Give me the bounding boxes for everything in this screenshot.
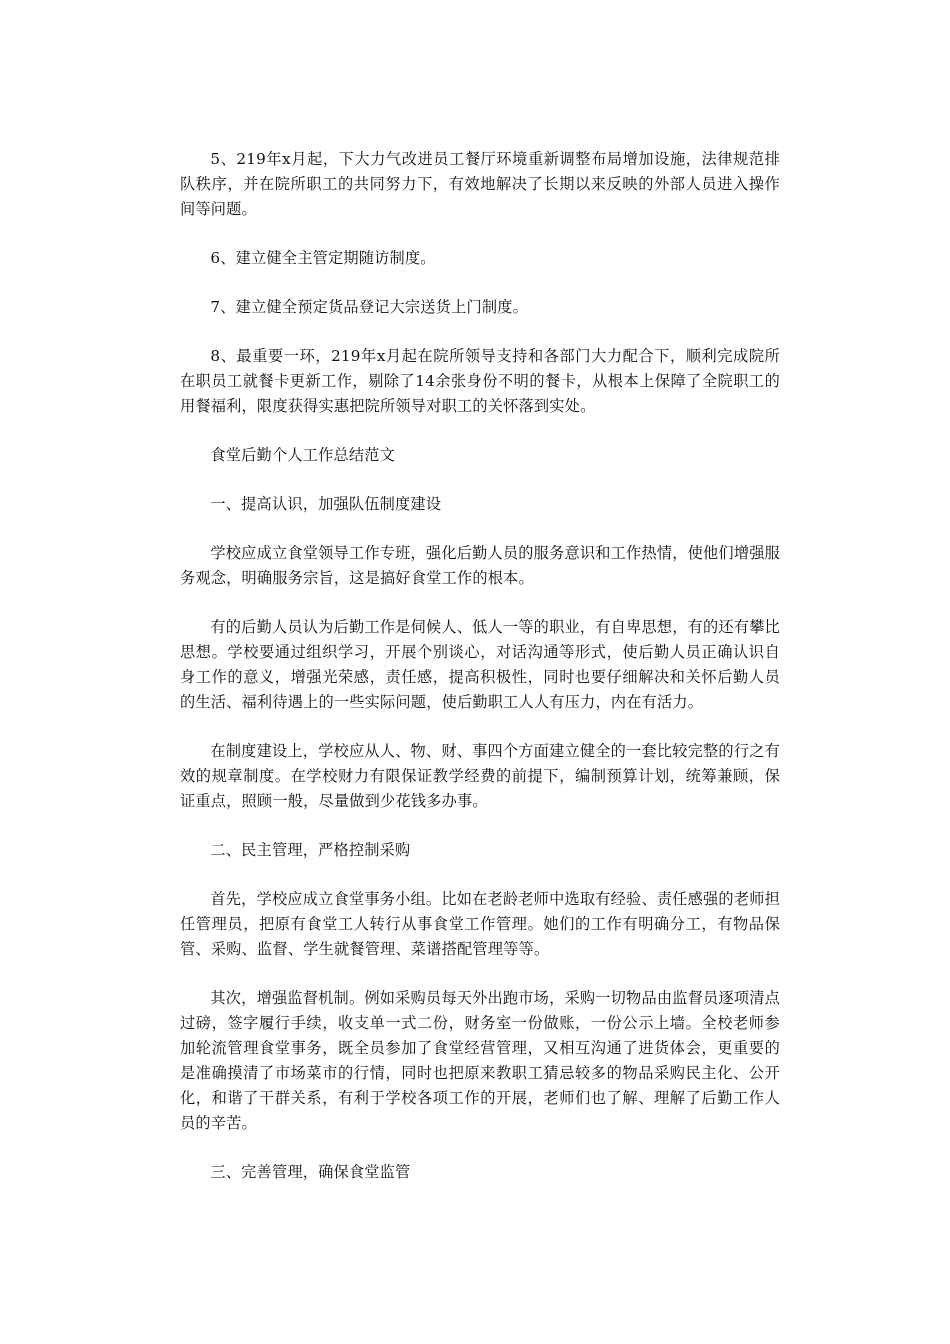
paragraph: 其次，增强监督机制。例如采购员每天外出跑市场，采购一切物品由监督员逐项清点过磅，签字履行手续，收支单一式二份，财务室一份做账，一份公示上墙。全校老师参加轮流管理食堂事务，既全员参加了食堂经营管理，又相互沟通了进货体会，更重要的是准确摸清了市场菜市的行情，同时也把原来教职工猜忌较多的物品采购民主化、公开化，和谐了干群关系，有利于学校各项工作的开展，老师们也了解、理解了后勤工作人员的辛苦。 — [180, 989, 780, 1132]
paragraph-item-8: 8、最重要一环，219年x月起在院所领导支持和各部门大力配合下，顺利完成院所在职员工就餐卡更新工作，剔除了14余张身份不明的餐卡，从根本上保障了全院职工的用餐福利，限度获得实惠把院所领导对职工的关怀落到实处。 — [180, 347, 780, 415]
section-title: 食堂后勤个人工作总结范文 — [210, 446, 396, 464]
document-body — [180, 147, 780, 1209]
paragraph-item-6: 6、建立健全主管定期随访制度。 — [210, 249, 436, 267]
paragraph-item-5: 5、219年x月起，下大力气改进员工餐厅环境重新调整布局增加设施，法律规范排队秩序，并在院所职工的共同努力下，有效地解决了长期以来反映的外部人员进入操作间等问题。 — [180, 150, 780, 218]
paragraph: 学校应成立食堂领导工作专班，强化后勤人员的服务意识和工作热情，使他们增强服务观念，明确服务宗旨，这是搞好食堂工作的根本。 — [180, 544, 780, 587]
paragraph: 有的后勤人员认为后勤工作是伺候人、低人一等的职业，有自卑思想，有的还有攀比思想。学校要通过组织学习，开展个别谈心，对话沟通等形式，使后勤人员正确认识自身工作的意义，增强光荣感，责任感，提高积极性，同时也要仔细解决和关怀后勤人员的生活、福利待遇上的一些实际问题，使后勤职工人人有压力，内在有活力。 — [180, 618, 780, 711]
heading-1: 一、提高认识，加强队伍制度建设 — [210, 495, 442, 513]
heading-3: 三、完善管理，确保食堂监管 — [210, 1163, 411, 1181]
paragraph-item-7: 7、建立健全预定货品登记大宗送货上门制度。 — [210, 298, 529, 316]
heading-2: 二、民主管理，严格控制采购 — [210, 841, 411, 859]
paragraph: 首先，学校应成立食堂事务小组。比如在老龄老师中选取有经验、责任感强的老师担任管理员，把原有食堂工人转行从事食堂工作管理。她们的工作有明确分工，有物品保管、采购、监督、学生就餐管理、菜谱搭配管理等等。 — [180, 890, 780, 958]
paragraph: 在制度建设上，学校应从人、物、财、事四个方面建立健全的一套比较完整的行之有效的规章制度。在学校财力有限保证教学经费的前提下，编制预算计划，统筹兼顾，保证重点，照顾一般，尽量做到少花钱多办事。 — [180, 742, 780, 810]
